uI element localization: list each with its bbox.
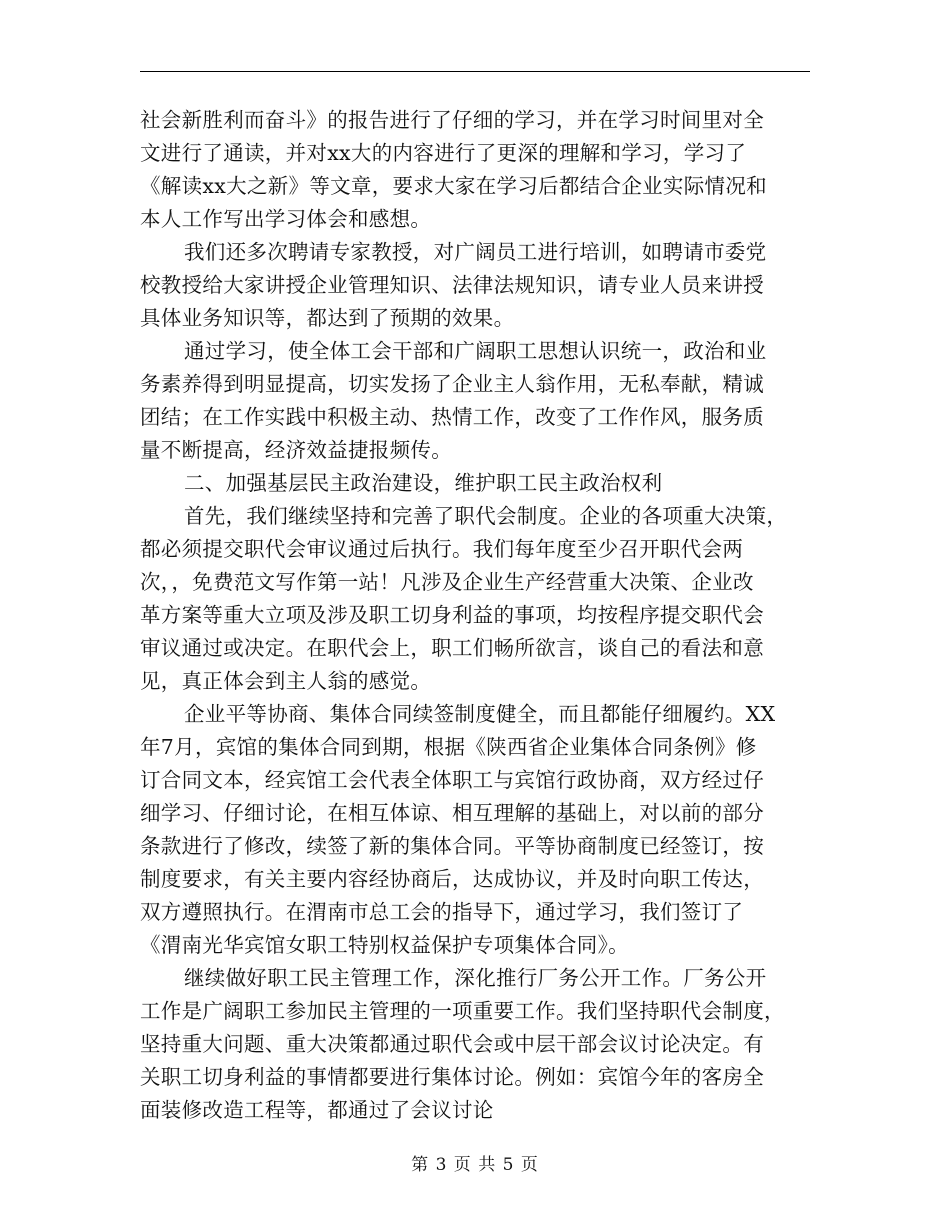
text-line: 革方案等重大立项及涉及职工切身利益的事项，均按程序提交职代会 bbox=[140, 603, 764, 627]
text-line: 《解读xx大之新》等文章，要求大家在学习后都结合企业实际情况和 bbox=[140, 174, 767, 198]
text-line: 本人工作写出学习体会和感想。 bbox=[140, 207, 432, 231]
text-line: 企业平等协商、集体合同续签制度健全，而且都能仔细履约。XX bbox=[184, 702, 776, 726]
text-line: 首先，我们继续坚持和完善了职代会制度。企业的各项重大决策， bbox=[184, 504, 788, 528]
text-line: 量不断提高，经济效益捷报频传。 bbox=[140, 438, 452, 462]
text-line: 务素养得到明显提高，切实发扬了企业主人翁作用，无私奉献，精诚 bbox=[140, 372, 764, 396]
text-line: 细学习、仔细讨论，在相互体谅、相互理解的基础上，对以前的部分 bbox=[140, 801, 764, 825]
text-line: 我们还多次聘请专家教授，对广阔员工进行培训，如聘请市委党 bbox=[184, 240, 767, 264]
text-line: 社会新胜利而奋斗》的报告进行了仔细的学习，并在学习时间里对全 bbox=[140, 108, 764, 132]
text-line: 都必须提交职代会审议通过后执行。我们每年度至少召开职代会两 bbox=[140, 537, 744, 561]
text-line: 坚持重大问题、重大决策都通过职代会或中层干部会议讨论决定。有 bbox=[140, 1032, 764, 1056]
text-line: 次，，免费范文写作第一站！凡涉及企业生产经营重大决策、企业改 bbox=[140, 570, 754, 594]
header-rule bbox=[140, 71, 810, 72]
text-line: 通过学习，使全体工会干部和广阔职工思想认识统一，政治和业 bbox=[184, 339, 767, 363]
text-line: 制度要求，有关主要内容经协商后，达成协议，并及时向职工传达， bbox=[140, 867, 764, 891]
text-line: 面装修改造工程等，都通过了会议讨论 bbox=[140, 1098, 494, 1122]
document-body bbox=[140, 104, 812, 1127]
text-line: 文进行了通读，并对xx大的内容进行了更深的理解和学习，学习了 bbox=[140, 141, 747, 165]
text-line: 关职工切身利益的事情都要进行集体讨论。例如：宾馆今年的客房全 bbox=[140, 1065, 764, 1089]
text-line: 条款进行了修改，续签了新的集体合同。平等协商制度已经签订，按 bbox=[140, 834, 764, 858]
text-line: 年7月，宾馆的集体合同到期，根据《陕西省企业集体合同条例》修 bbox=[140, 735, 757, 759]
text-line: 订合同文本，经宾馆工会代表全体职工与宾馆行政协商，双方经过仔 bbox=[140, 768, 764, 792]
text-line: 二、加强基层民主政治建设，维护职工民主政治权利 bbox=[184, 471, 663, 495]
page-footer: 第 3 页 共 5 页 bbox=[411, 1155, 539, 1175]
text-line: 双方遵照执行。在渭南市总工会的指导下，通过学习，我们签订了 bbox=[140, 900, 744, 924]
text-line: 审议通过或决定。在职代会上，职工们畅所欲言，谈自己的看法和意 bbox=[140, 636, 764, 660]
text-line: 继续做好职工民主管理工作，深化推行厂务公开工作。厂务公开 bbox=[184, 966, 767, 990]
text-line: 校教授给大家讲授企业管理知识、法律法规知识，请专业人员来讲授 bbox=[140, 273, 764, 297]
text-line: 工作是广阔职工参加民主管理的一项重要工作。我们坚持职代会制度， bbox=[140, 999, 785, 1023]
text-line: 团结；在工作实践中积极主动、热情工作，改变了工作作风，服务质 bbox=[140, 405, 764, 429]
text-line: 具体业务知识等，都达到了预期的效果。 bbox=[140, 306, 515, 330]
text-line: 见，真正体会到主人翁的感觉。 bbox=[140, 669, 432, 693]
text-line: 《渭南光华宾馆女职工特别权益保护专项集体合同》。 bbox=[140, 933, 629, 957]
